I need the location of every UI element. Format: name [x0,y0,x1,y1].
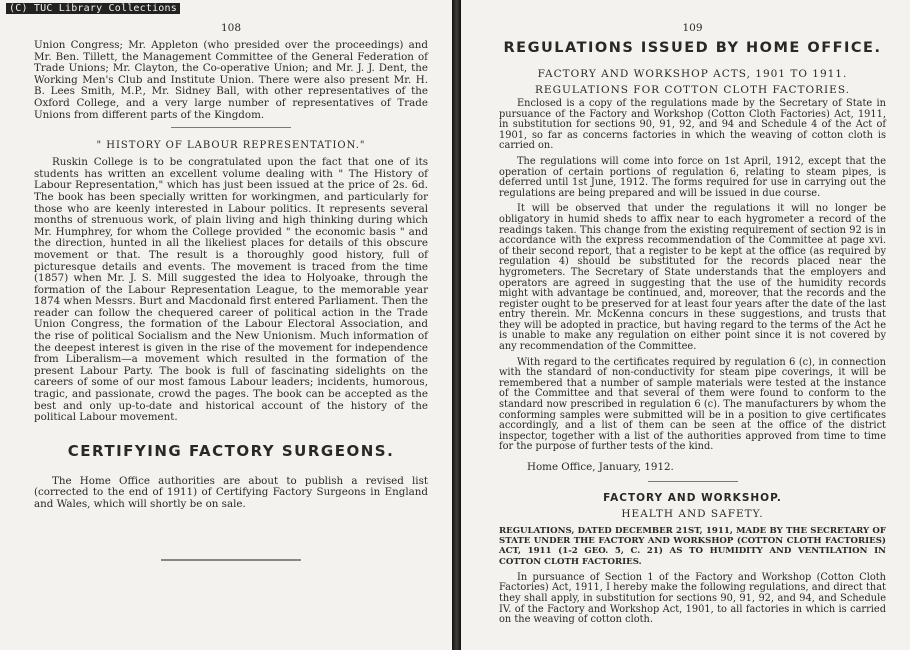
left-page [0,0,452,650]
right-page [461,0,910,650]
intro-paragraph: Union Congress; Mr. Appleton (who presided over the proceedings) and Mr. Ben. Tillett, the Management Committee of the General Federation of Trade Unions; Mr. Clayton, the Co-operative Union; and Mr. J. J. Dent, the Working Men's Club and Institute Union. There were also present Mr. H. B. Lees Smith, M.P., Mr. Sidney Ball, with other representatives of the Oxford College, and a very large number of representatives of Trade Unions from different parts of the Kingdom. [34,39,428,121]
regulations-para-2: The regulations will come into force on 1st April, 1912, except that the operation of certain portions of regulation 6, relating to steam pipes, is deferred until 1st June, 1912. The forms required for use in carrying out the regulations are being prepared and will be issued in due course. [499,155,886,199]
signoff: Home Office, January, 1912. [527,461,674,473]
acts-subheading: FACTORY AND WORKSHOP ACTS, 1901 TO 1911. [537,68,848,80]
right-page-number: 109 [682,22,703,34]
book-gutter [452,0,461,650]
section-divider-right [648,481,738,482]
cotton-cloth-subheading: REGULATIONS FOR COTTON CLOTH FACTORIES. [535,84,850,96]
certifying-surgeons-heading: CERTIFYING FACTORY SURGEONS. [67,441,395,460]
regulations-para-3: It will be observed that under the regulations it will no longer be obligatory in humid sheds to affix near to each hygrometer a record of the readings taken. This change from the existing requirement of section 92 is in accordance with the express recommendation of the Committee at page xvi. of their second report, that a register to be kept at the office (as required by regulation 4) should be substituted for the records placed near the hygrometers. The Secretary of State understands that the employers and operators are agreed in suggesting that the use of the humidity records might with advantage be continued, and, moreover, that the records and the register ought to be preserved for at least four years after the date of the last entry therein. Mr. McKenna concurs in these suggestions, and trusts that they will be adopted in practice, but having regard to the terms of the Act he is unable to make any regulation on either point since it is not covered by any recommendation of the Committee. [499,203,886,353]
history-paragraph: Ruskin College is to be congratulated upon the fact that one of its students has written an excellent volume dealing with " The History of Labour Representation," which has just been issued at the price of 2s. 6d. The book has been specially written for workingmen, and particularly for those who are keenly interested in Labour politics. It represents several months of strenuous work, of plain living and high thinking during which Mr. Humphrey, for whom the College provided " the economic basis " and the direction, hunted in all the likeliest places for details of this obscure movement or that. The result is a thoroughly good history, full of picturesque details and events. The movement is traced from the time (1857) when Mr. J. S. Mill suggested the idea to Holyoake, through the formation of the Labour Representation League, to the memorable year 1874 when Messrs. Burt and Macdonald first entered Parliament. Then the reader can follow the chequered career of political action in the Trade Union Congress, the formation of the Labour Electoral Association, and the rise of political Socialism and the New Unionism. Much information of the deepest interest is given in the rise of the movement for independence from Liberalism—a movement which resulted in the formation of the present Labour Party. The book is full of fascinating sidelights on the careers of some of our most famous Labour leaders; incidents, humorous, tragic, and passionate, crowd the pages. The book can be accepted as the best and only up-to-date and historical account of the history of the political Labour movement. [34,156,428,424]
regulations-caps-paragraph: REGULATIONS, DATED DECEMBER 21ST, 1911, MADE BY THE SECRETARY OF STATE UNDER THE FACTORY AND WORKSHOP (COTTON CLOTH FACTORIES) ACT, 1911 (1-2 GEO. 5, C. 21) AS TO HUMIDITY AND VENTILATION IN COTTON CLOTH FACTORIES. [499,526,886,567]
regulations-heading: REGULATIONS ISSUED BY HOME OFFICE. [503,40,882,56]
regulations-para-1: Enclosed is a copy of the regulations made by the Secretary of State in pursuance of the Factory and Workshop (Cotton Cloth Factories) Act, 1911, in substitution for sections 90, 91, 92, and 94 and Schedule 4 of the Act of 1901, so far as concerns factories in which the weaving of cotton cloth is carried on. [499,98,886,152]
history-heading: " HISTORY OF LABOUR REPRESENTATION." [96,140,366,152]
pursuance-paragraph: In pursuance of Section 1 of the Factory and Workshop (Cotton Cloth Factories) Act, 1911, I hereby make the following regulations, and direct that they shall apply, in substitution for sections 90, 91, 92, and 94, and Schedule IV. of the Factory and Workshop Act, 1901, to all factories in which is carried on the weaving of cotton cloth. [499,571,886,626]
certifying-surgeons-paragraph: The Home Office authorities are about to publish a revised list (corrected to the end of 1911) of Certifying Factory Surgeons in England and Wales, which will shortly be on sale. [34,474,428,510]
watermark-label: (C) TUC Library Collections [6,3,180,14]
section-divider [171,127,291,128]
regulations-para-4: With regard to the certificates required by regulation 6 (c), in connection with the standard of non-conductivity for steam pipe coverings, it will be remembered that a number of sample materials were tested at the instance of the Committee and that several of them were found to conform to the standard now prescribed in regulation 6 (c). The manufacturers by whom the conforming samples were submitted will be in a position to give certificates accordingly, and a list of them can be seen at the office of the district inspector, together with a list of the authorities approved from time to time for the purpose of further tests of the kind. [499,356,886,453]
closing-rule [161,559,301,561]
health-safety-subheading: HEALTH AND SAFETY. [621,508,764,520]
left-page-number: 108 [220,22,242,34]
factory-workshop-heading: FACTORY AND WORKSHOP. [603,492,782,504]
